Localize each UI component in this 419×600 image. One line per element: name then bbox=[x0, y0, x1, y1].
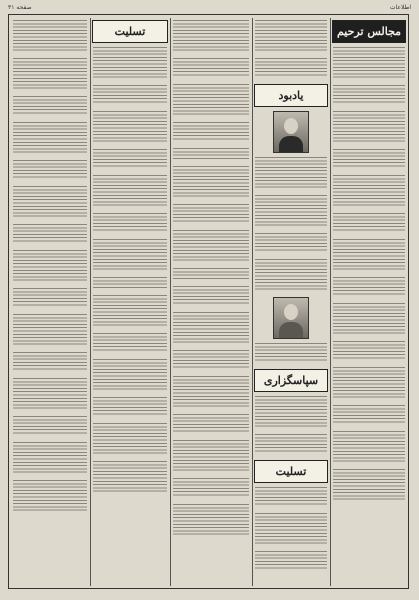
notice-block bbox=[173, 58, 249, 78]
notice-block bbox=[173, 122, 249, 142]
notice-block bbox=[93, 175, 167, 207]
notice-block bbox=[333, 341, 405, 361]
notice-block bbox=[93, 47, 167, 79]
notice-block bbox=[173, 376, 249, 408]
notice-block bbox=[255, 343, 327, 363]
notice-block bbox=[13, 442, 87, 474]
notice-block bbox=[333, 47, 405, 79]
notice-block bbox=[93, 85, 167, 105]
notice-block bbox=[333, 303, 405, 335]
notice-block bbox=[255, 259, 327, 291]
notice-block bbox=[93, 461, 167, 493]
notice-block bbox=[255, 434, 327, 454]
notice-block bbox=[255, 233, 327, 253]
notice-block bbox=[13, 122, 87, 154]
notice-block bbox=[173, 478, 249, 498]
notice-block bbox=[13, 224, 87, 244]
notice-block bbox=[13, 96, 87, 116]
notice-block bbox=[173, 350, 249, 370]
notice-block bbox=[93, 149, 167, 169]
notice-block bbox=[93, 213, 167, 233]
notice-block bbox=[173, 166, 249, 198]
notice-block bbox=[255, 513, 327, 545]
notice-block bbox=[173, 286, 249, 306]
notice-block bbox=[173, 504, 249, 536]
notice-block bbox=[13, 160, 87, 180]
notice-block bbox=[13, 58, 87, 90]
notice-block bbox=[333, 469, 405, 501]
notice-block bbox=[333, 405, 405, 425]
notice-block bbox=[173, 312, 249, 344]
publication-name: اطلاعات bbox=[389, 4, 411, 11]
notice-block bbox=[173, 230, 249, 262]
majales-banner: مجالس ترحیم bbox=[332, 20, 406, 43]
notice-block bbox=[255, 58, 327, 78]
notice-block bbox=[333, 367, 405, 399]
notice-block bbox=[93, 359, 167, 391]
notice-block bbox=[333, 111, 405, 143]
notice-block bbox=[333, 277, 405, 297]
notice-block bbox=[333, 85, 405, 105]
column-5 bbox=[11, 18, 89, 586]
notice-block bbox=[13, 352, 87, 372]
notice-block bbox=[255, 20, 327, 52]
portrait-photo-man bbox=[273, 111, 309, 153]
notice-block bbox=[13, 250, 87, 282]
notice-block bbox=[93, 111, 167, 143]
notice-block bbox=[333, 213, 405, 233]
notice-block bbox=[255, 157, 327, 189]
notice-block bbox=[255, 487, 327, 507]
column-4 bbox=[91, 18, 169, 586]
notice-block bbox=[173, 440, 249, 472]
page-number: صفحه ۳۱ bbox=[8, 4, 32, 11]
notice-block bbox=[333, 175, 405, 207]
notice-block bbox=[173, 148, 249, 160]
notice-block bbox=[173, 84, 249, 116]
notice-block bbox=[333, 239, 405, 271]
notice-block bbox=[13, 480, 87, 512]
notice-block bbox=[93, 277, 167, 289]
notice-block bbox=[93, 295, 167, 327]
notice-block bbox=[13, 20, 87, 52]
notice-block bbox=[13, 416, 87, 436]
yadbood-banner: یادبود bbox=[254, 84, 328, 107]
notice-block bbox=[255, 396, 327, 428]
notice-block bbox=[333, 431, 405, 463]
notice-block bbox=[13, 288, 87, 308]
tasliat-banner-small: تسلیت bbox=[254, 460, 328, 483]
notice-block bbox=[173, 268, 249, 280]
column-1 bbox=[331, 18, 407, 586]
notice-block bbox=[333, 149, 405, 169]
notice-block bbox=[93, 239, 167, 271]
notice-block bbox=[255, 551, 327, 571]
notice-block bbox=[93, 333, 167, 353]
notice-block bbox=[93, 423, 167, 455]
notice-block bbox=[13, 314, 87, 346]
notice-block bbox=[173, 20, 249, 52]
notice-block bbox=[255, 195, 327, 227]
portrait-photo-woman bbox=[273, 297, 309, 339]
page-header-line bbox=[8, 3, 411, 12]
column-2 bbox=[253, 18, 329, 586]
notice-block bbox=[93, 397, 167, 417]
notice-block bbox=[173, 204, 249, 224]
notice-block bbox=[173, 414, 249, 434]
column-3 bbox=[171, 18, 251, 586]
tasliat-banner: تسلیت bbox=[92, 20, 168, 43]
notice-block bbox=[13, 378, 87, 410]
sepasgozari-banner: سپاسگزاری bbox=[254, 369, 328, 392]
notice-block bbox=[13, 186, 87, 218]
